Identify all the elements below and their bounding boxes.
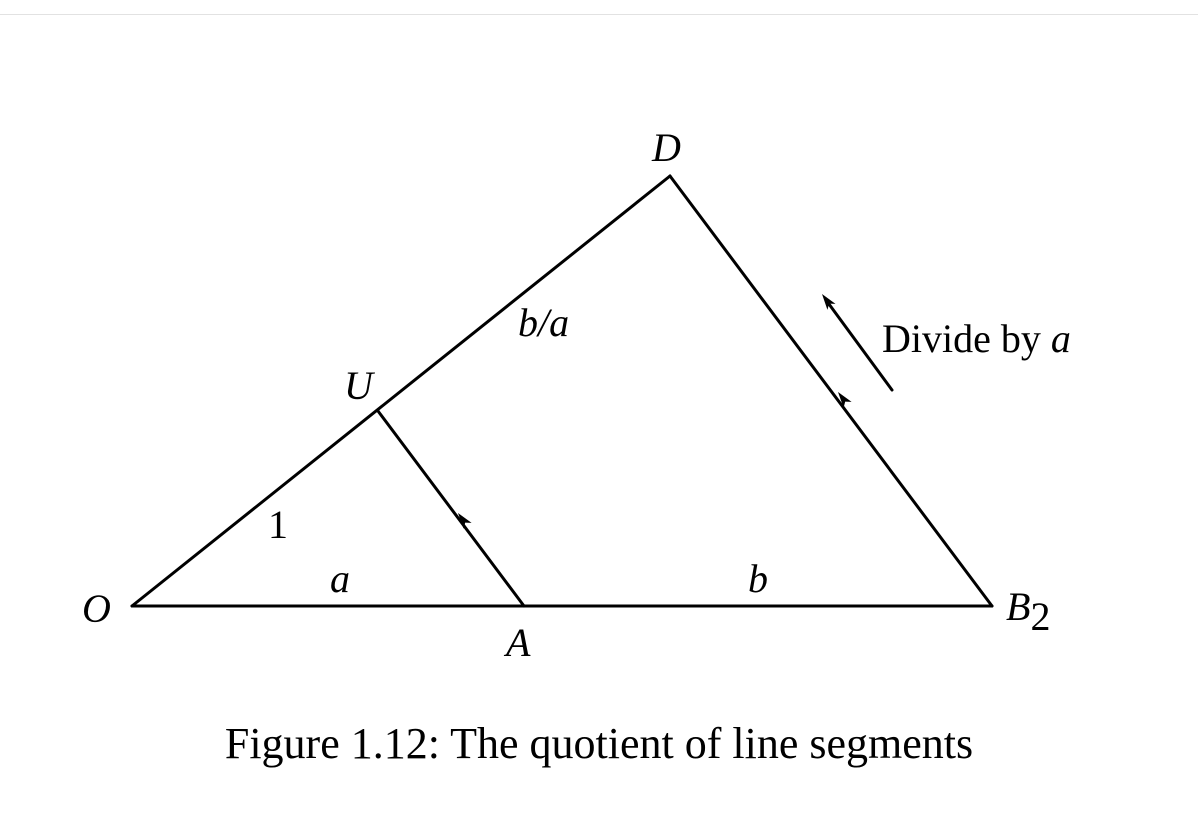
segment-A-U xyxy=(378,411,524,606)
point-label-B2-subscript: 2 xyxy=(1030,594,1051,639)
segment-O-D xyxy=(132,176,670,606)
point-label-B2 xyxy=(1006,584,1050,639)
segment-label-b-over-a: b/a xyxy=(518,300,570,345)
point-label-D: D xyxy=(652,125,681,170)
segment-D-B2 xyxy=(670,176,992,606)
point-label-A: A xyxy=(506,620,531,665)
arrow-A-U-icon xyxy=(454,510,472,529)
point-label-U: U xyxy=(344,363,373,408)
divide-annotation xyxy=(882,316,1071,361)
divide-annotation-text: Divide by xyxy=(882,316,1051,361)
segment-label-a: a xyxy=(330,556,350,601)
segment-label-b: b xyxy=(748,556,768,601)
segment-label-1: 1 xyxy=(268,502,288,547)
point-label-O: O xyxy=(82,586,111,631)
point-label-B2-base: B xyxy=(1006,584,1031,629)
divide-annotation-var: a xyxy=(1050,316,1071,361)
figure-caption: Figure 1.12: The quotient of line segments xyxy=(224,719,974,768)
